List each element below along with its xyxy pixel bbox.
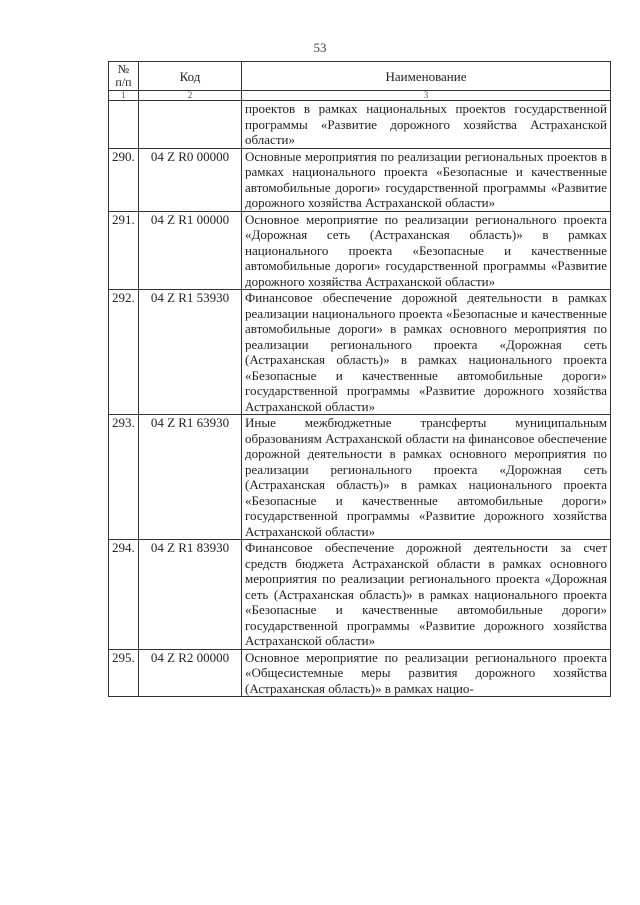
- row-number: 293.: [109, 415, 139, 540]
- row-number: 294.: [109, 540, 139, 650]
- row-name: проектов в рамках национальных проектов государственной программы «Развитие дорожного хозяйства Астраханской области»: [242, 101, 611, 149]
- row-number: 292.: [109, 290, 139, 415]
- column-index: 1: [109, 91, 139, 101]
- table-row: [109, 415, 611, 540]
- row-number: 291.: [109, 211, 139, 290]
- row-number: 295.: [109, 649, 139, 697]
- row-code: 04 Z R1 53930: [139, 290, 242, 415]
- page-number: 53: [313, 40, 327, 55]
- row-name: Финансовое обеспечение дорожной деятельности за счет средств бюджета Астраханской области в рамках основного мероприятия по реализации регионального проекта «Дорожная сеть (Астраханская область)» в рамках национального проекта «Безопасные и качественные автомобильные дороги» государственной программы «Развитие дорожного хозяйства Астраханской области»: [242, 540, 611, 650]
- row-name: Иные межбюджетные трансферты муниципальным образованиям Астраханской области на финансовое обеспечение дорожной деятельности в рамках основного мероприятия по реализации регионального проекта «Дорожная сеть (Астраханская область)» в рамках национального проекта «Безопасные и качественные автомобильные дороги» государственной программы «Развитие дорожного хозяйства Астраханской области»: [242, 415, 611, 540]
- row-name: Финансовое обеспечение дорожной деятельности в рамках реализации национального проекта «Безопасные и качественные автомобильные дороги» в рамках основного мероприятия по реализации регионального проекта «Дорожная сеть (Астраханская область)» в рамках национального проекта «Безопасные и качественные автомобильные дороги» государственной программы «Развитие дорожного хозяйства Астраханской области»: [242, 290, 611, 415]
- row-code: 04 Z R1 83930: [139, 540, 242, 650]
- budget-code-table: [108, 61, 611, 697]
- row-code: 04 Z R0 00000: [139, 148, 242, 211]
- table-row: [109, 649, 611, 697]
- table-row: [109, 290, 611, 415]
- row-number: 290.: [109, 148, 139, 211]
- column-index: 3: [242, 91, 611, 101]
- table-row: [109, 101, 611, 149]
- table-row: [109, 540, 611, 650]
- row-name: Основные мероприятия по реализации региональных проектов в рамках национального проекта «Безопасные и качественные автомобильные дороги» государственной программы «Развитие дорожного хозяйства Астраханской области»: [242, 148, 611, 211]
- table-row: [109, 211, 611, 290]
- column-index: 2: [139, 91, 242, 101]
- table-row: [109, 148, 611, 211]
- row-name: Основное мероприятие по реализации регионального проекта «Общесистемные меры развития дорожного хозяйства (Астраханская область)» в рамках нацио-: [242, 649, 611, 697]
- row-code: 04 Z R1 00000: [139, 211, 242, 290]
- column-index-row: [109, 91, 611, 101]
- header-name: Наименование: [242, 62, 611, 91]
- row-code: 04 Z R1 63930: [139, 415, 242, 540]
- row-code: 04 Z R2 00000: [139, 649, 242, 697]
- row-name: Основное мероприятие по реализации регионального проекта «Дорожная сеть (Астраханская область)» в рамках национального проекта «Безопасные и качественные автомобильные дороги» государственной программы «Развитие дорожного хозяйства Астраханской области»: [242, 211, 611, 290]
- row-number: [109, 101, 139, 149]
- header-num: № п/п: [109, 62, 139, 91]
- header-code: Код: [139, 62, 242, 91]
- row-code: [139, 101, 242, 149]
- table-header-row: [109, 62, 611, 91]
